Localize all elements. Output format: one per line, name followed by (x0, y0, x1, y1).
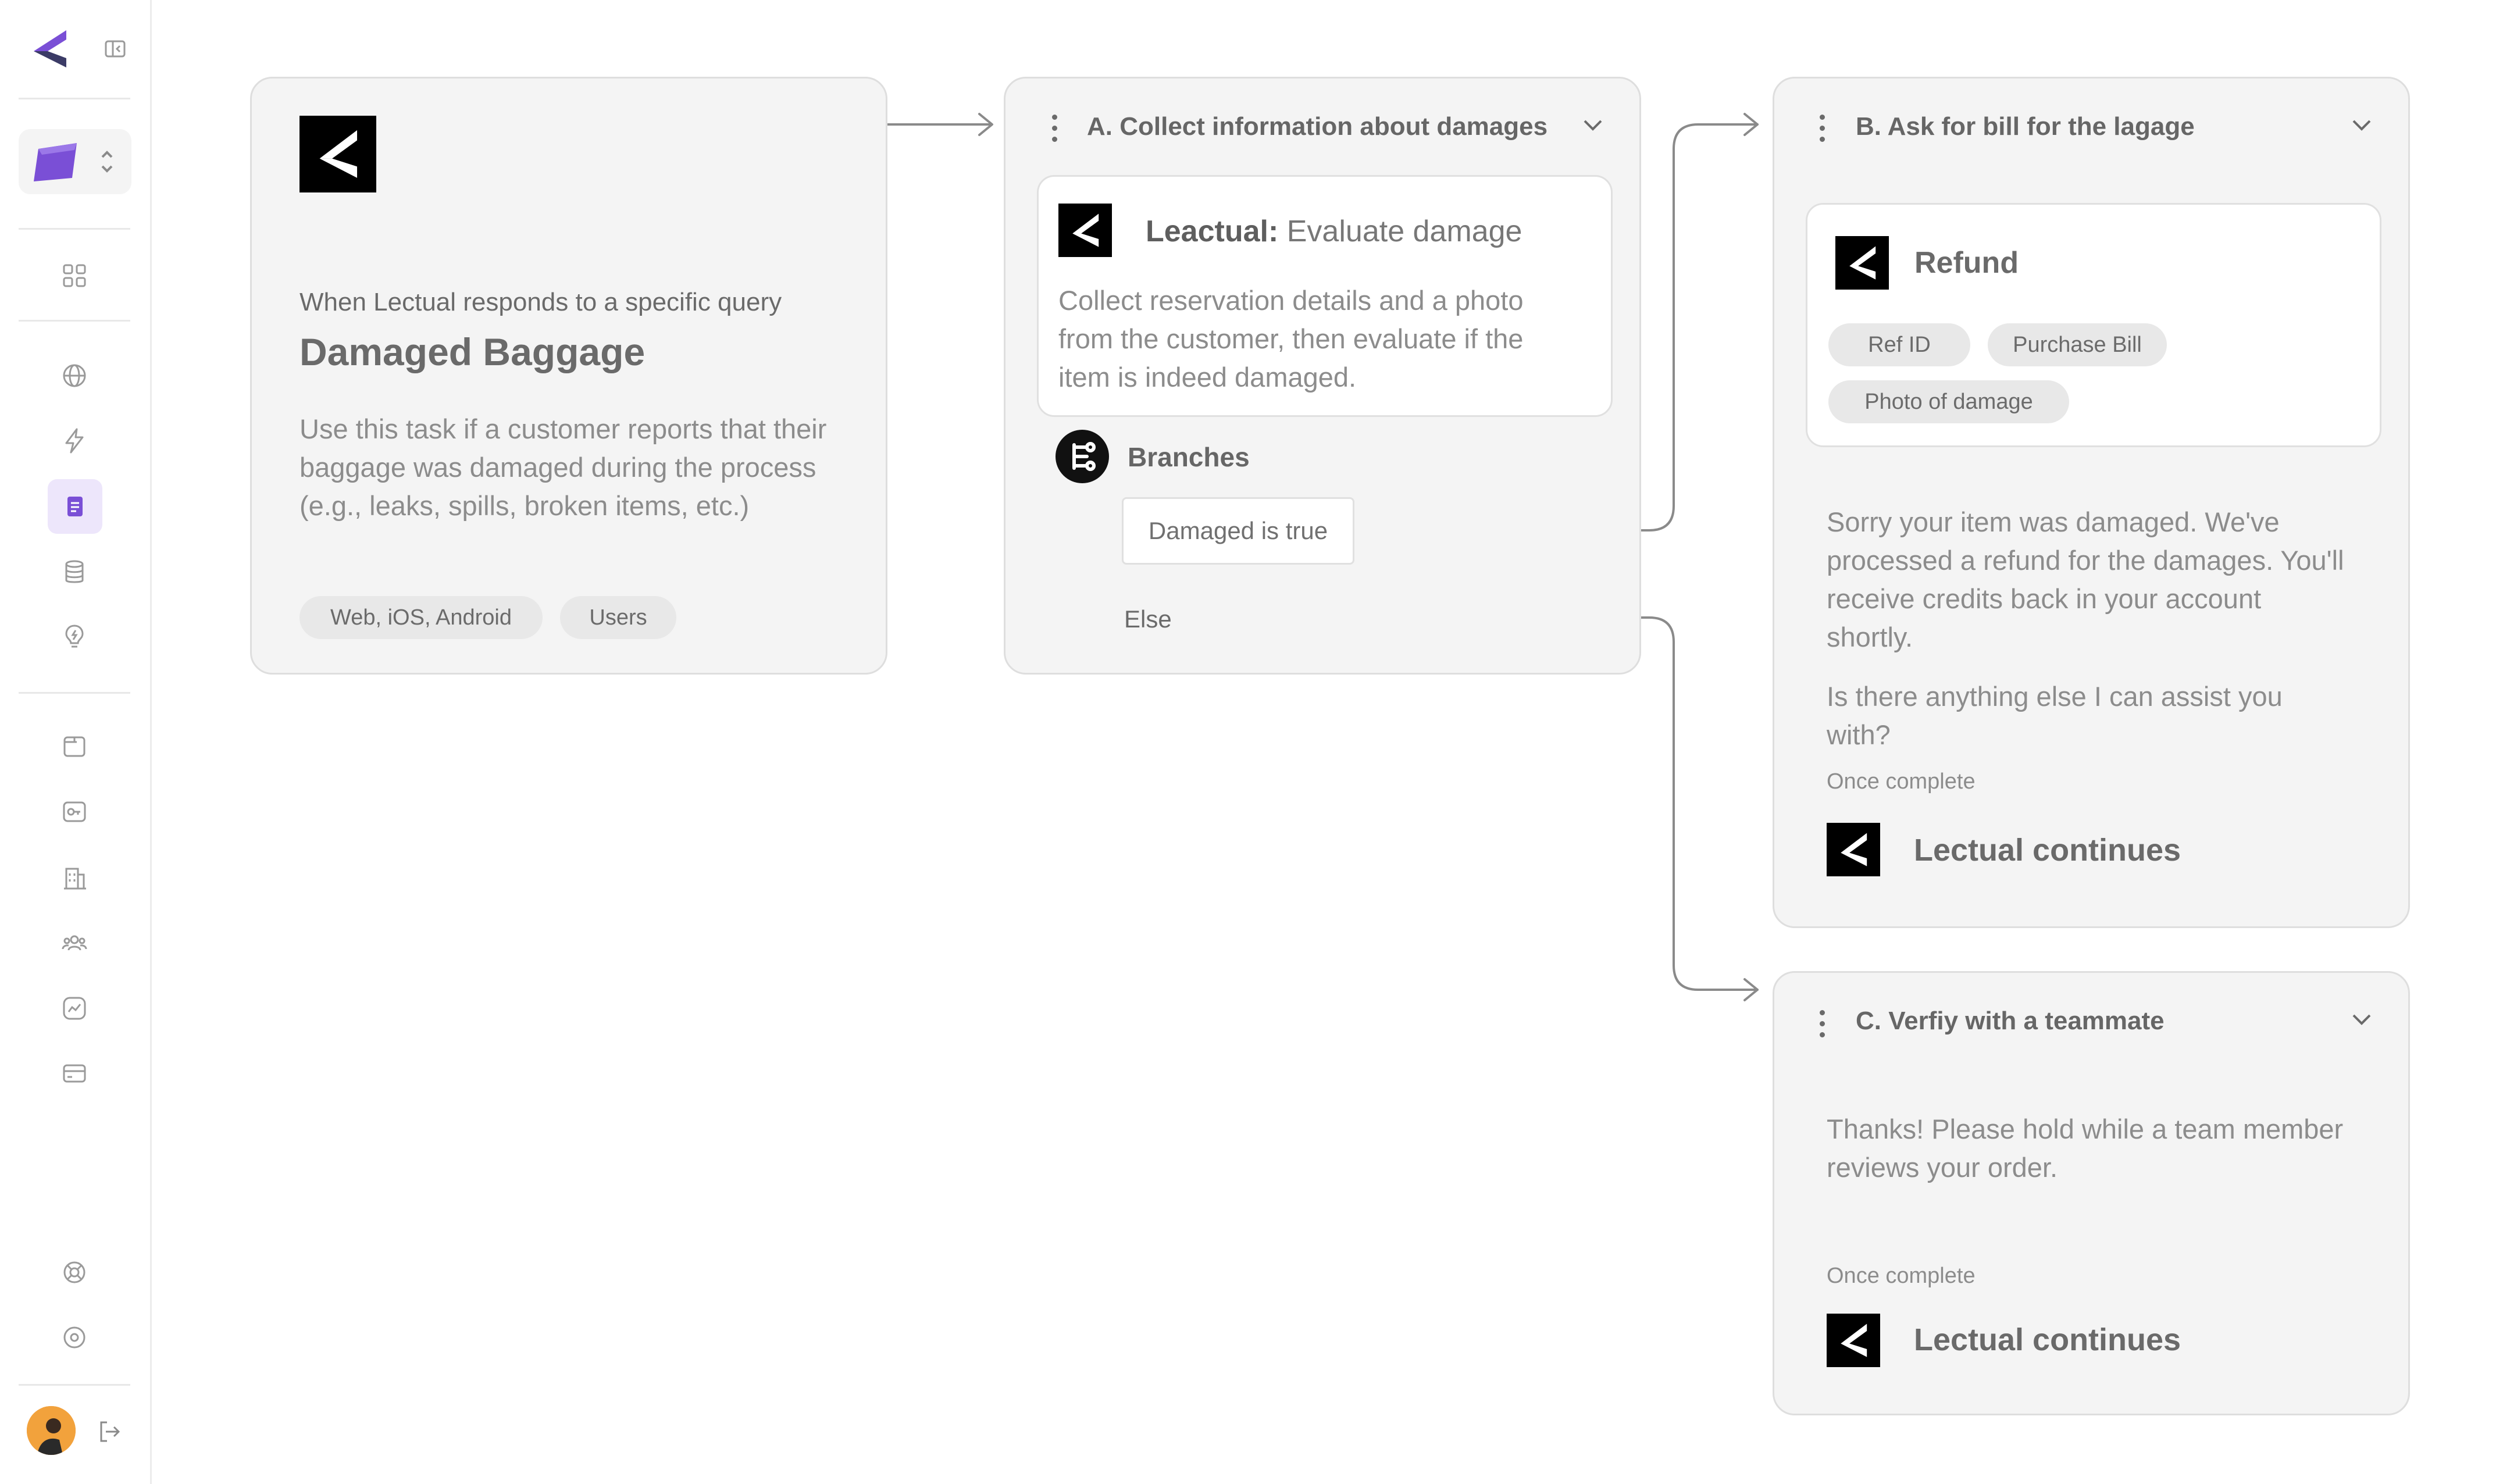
more-options-icon[interactable] (1052, 115, 1058, 148)
step-a-card[interactable] (1004, 77, 1641, 675)
branches-label: Branches (1128, 442, 1250, 472)
lectual-logo-icon (1827, 1314, 1880, 1367)
refund-title: Refund (1914, 246, 2019, 280)
field-purchase-bill: Purchase Bill (1988, 323, 2167, 366)
lectual-continues-label: Lectual continues (1914, 1322, 2181, 1357)
step-c-title: C. Verfiy with a teammate (1856, 1007, 2165, 1035)
branches-icon (1056, 430, 1109, 483)
chevron-down-icon[interactable] (2350, 113, 2373, 137)
trigger-description: Use this task if a customer reports that their baggage was damaged during the process (e.g., leaks, spills, broken items, etc.) (299, 413, 827, 521)
chevron-down-icon[interactable] (2350, 1008, 2373, 1031)
field-ref-id: Ref ID (1828, 323, 1970, 366)
platform-tag: Web, iOS, Android (299, 596, 543, 639)
trigger-card[interactable] (250, 77, 887, 675)
lectual-logo-icon (1827, 823, 1880, 876)
refund-action-card[interactable] (1806, 203, 2381, 447)
branch-condition[interactable]: Damaged is true (1122, 497, 1354, 565)
lectual-continues-label: Lectual continues (1914, 833, 2181, 868)
else-label: Else (1121, 605, 1175, 633)
lectual-logo-icon (1835, 236, 1889, 290)
action-name: Evaluate damage (1278, 215, 1522, 248)
audience-tag: Users (560, 596, 676, 639)
hold-message: Thanks! Please hold while a team member reviews your order. (1827, 1114, 2344, 1183)
lectual-logo-icon (1058, 204, 1112, 257)
assist-message: Is there anything else I can assist you with? (1827, 681, 2283, 750)
step-b-title: B. Ask for bill for the lagage (1856, 112, 2195, 141)
once-complete-label: Once complete (1827, 1264, 1976, 1288)
lectual-logo-icon (299, 116, 376, 192)
step-b-card[interactable] (1773, 77, 2410, 928)
chevron-down-icon[interactable] (1581, 113, 1604, 137)
trigger-subtitle: When Lectual responds to a specific query (299, 288, 782, 316)
more-options-icon[interactable] (1820, 1010, 1825, 1043)
step-a-title: A. Collect information about damages (1087, 112, 1548, 141)
once-complete-label: Once complete (1827, 769, 1976, 794)
action-card[interactable] (1037, 175, 1613, 417)
trigger-title: Damaged Baggage (299, 330, 646, 373)
field-photo-of-damage: Photo of damage (1828, 380, 2069, 423)
action-title (1146, 214, 1522, 249)
step-c-card[interactable] (1773, 971, 2410, 1415)
action-agent: Leactual: (1146, 215, 1279, 248)
refund-message: Sorry your item was damaged. We've processed a refund for the damages. You'll receive credits back in your account shortly. (1827, 506, 2344, 652)
action-description: Collect reservation details and a photo from the customer, then evaluate if the item is indeed damaged. (1058, 285, 1524, 393)
more-options-icon[interactable] (1820, 115, 1825, 148)
